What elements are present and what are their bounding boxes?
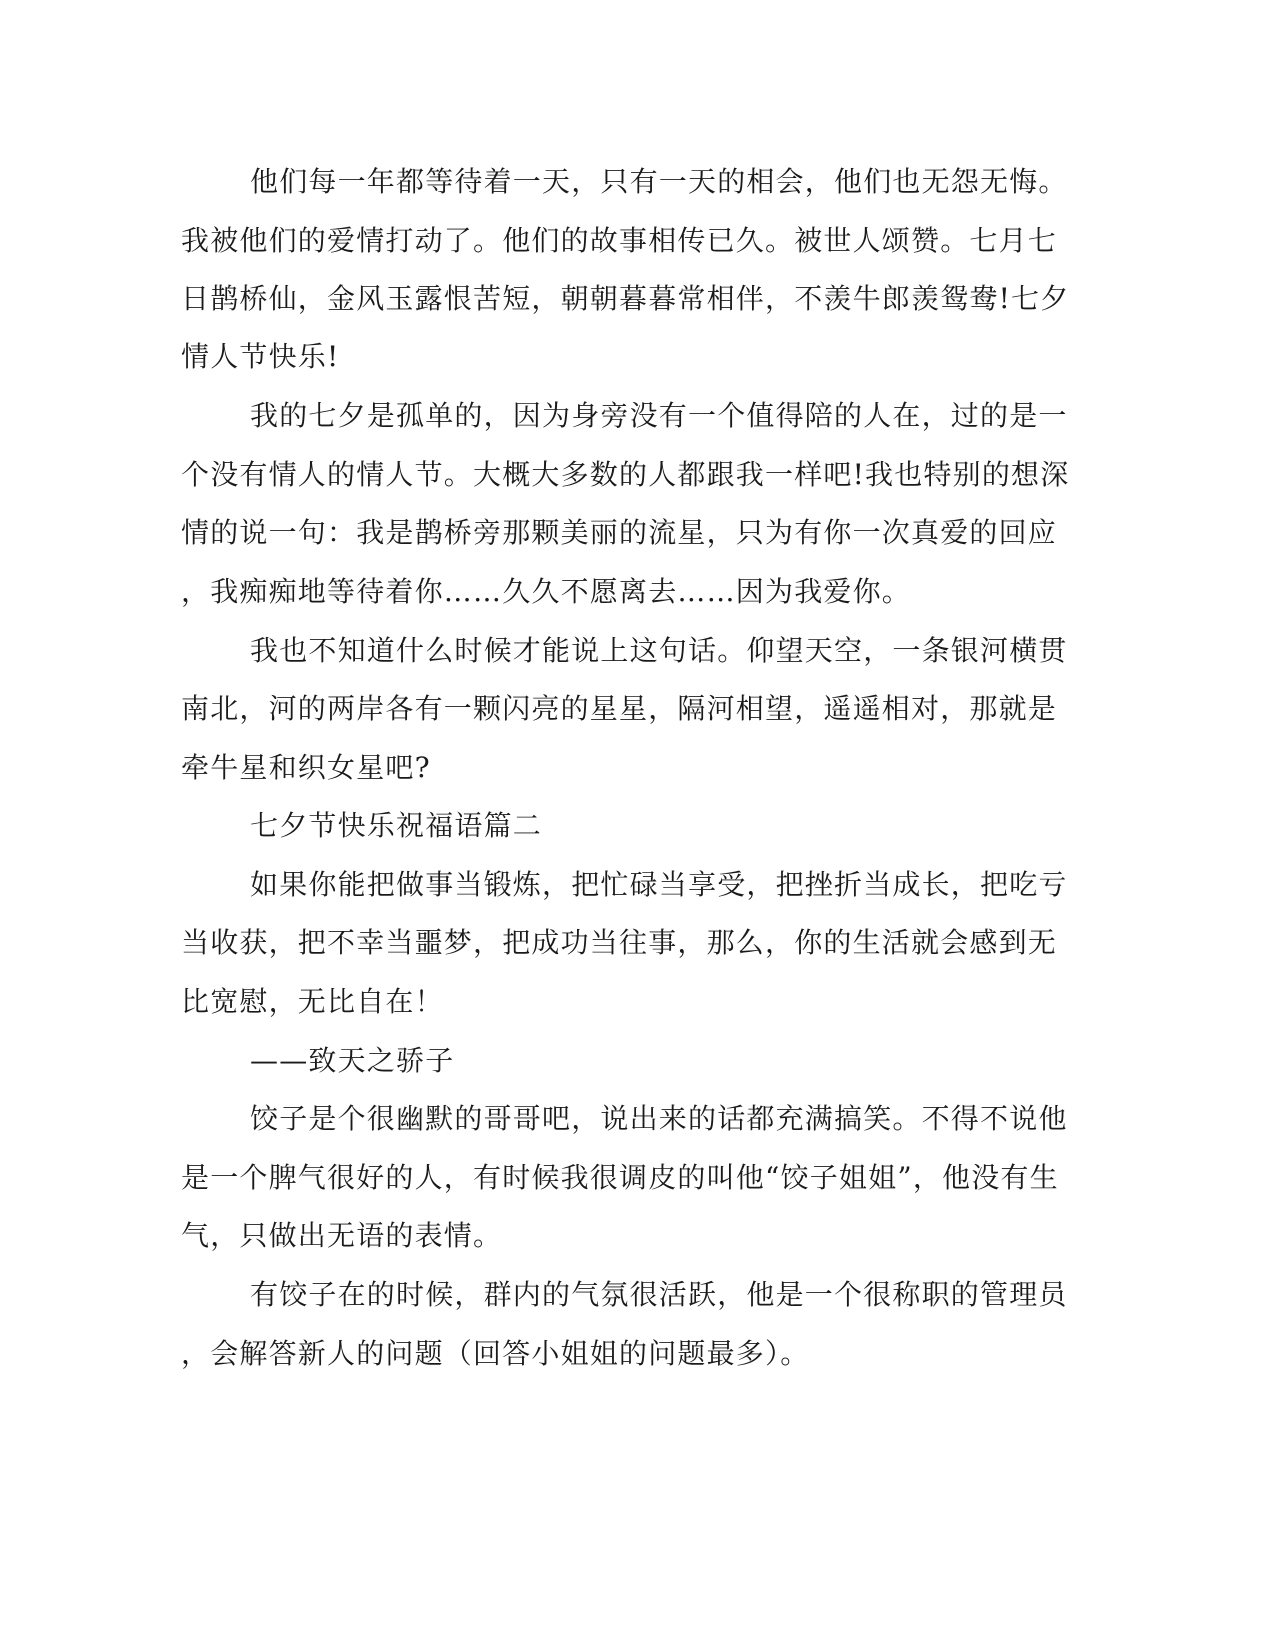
text-line: 我也不知道什么时候才能说上这句话。仰望天空，一条银河横贯: [250, 634, 1068, 667]
section-heading: 七夕节快乐祝福语篇二: [250, 809, 543, 842]
dedication-line: ——致天之骄子: [250, 1044, 455, 1077]
text-line: 气，只做出无语的表情。: [181, 1219, 503, 1252]
text-line: 我的七夕是孤单的，因为身旁没有一个值得陪的人在，过的是一: [250, 399, 1068, 432]
text-line: 当收获，把不幸当噩梦，把成功当往事，那么，你的生活就会感到无: [181, 926, 1058, 959]
text-line: ，我痴痴地等待着你……久久不愿离去……因为我爱你。: [181, 575, 912, 608]
text-line: ，会解答新人的问题（回答小姐姐的问题最多）。: [181, 1337, 810, 1370]
text-line: 日鹊桥仙，金风玉露恨苦短，朝朝暮暮常相伴，不羡牛郎羡鸳鸯!七夕: [181, 282, 1070, 315]
text-line: 个没有情人的情人节。大概大多数的人都跟我一样吧!我也特别的想深: [181, 458, 1070, 491]
text-line: 饺子是个很幽默的哥哥吧，说出来的话都充满搞笑。不得不说他: [250, 1102, 1068, 1135]
text-line: 如果你能把做事当锻炼，把忙碌当享受，把挫折当成长，把吃亏: [250, 868, 1068, 901]
text-line: 我被他们的爱情打动了。他们的故事相传已久。被世人颂赞。七月七: [181, 224, 1058, 257]
text-line: 比宽慰，无比自在！: [181, 985, 444, 1018]
text-line: 他们每一年都等待着一天，只有一天的相会，他们也无怨无悔。: [250, 165, 1068, 198]
text-line: 情的说一句：我是鹊桥旁那颗美丽的流星，只为有你一次真爱的回应: [181, 516, 1058, 549]
text-line: 情人节快乐!: [181, 340, 340, 373]
text-line: 牵牛星和织女星吧?: [181, 751, 431, 784]
text-line: 是一个脾气很好的人，有时候我很调皮的叫他“饺子姐姐”，他没有生: [181, 1161, 1059, 1194]
text-line: 南北，河的两岸各有一颗闪亮的星星，隔河相望，遥遥相对，那就是: [181, 692, 1058, 725]
text-line: 有饺子在的时候，群内的气氛很活跃，他是一个很称职的管理员: [250, 1278, 1068, 1311]
